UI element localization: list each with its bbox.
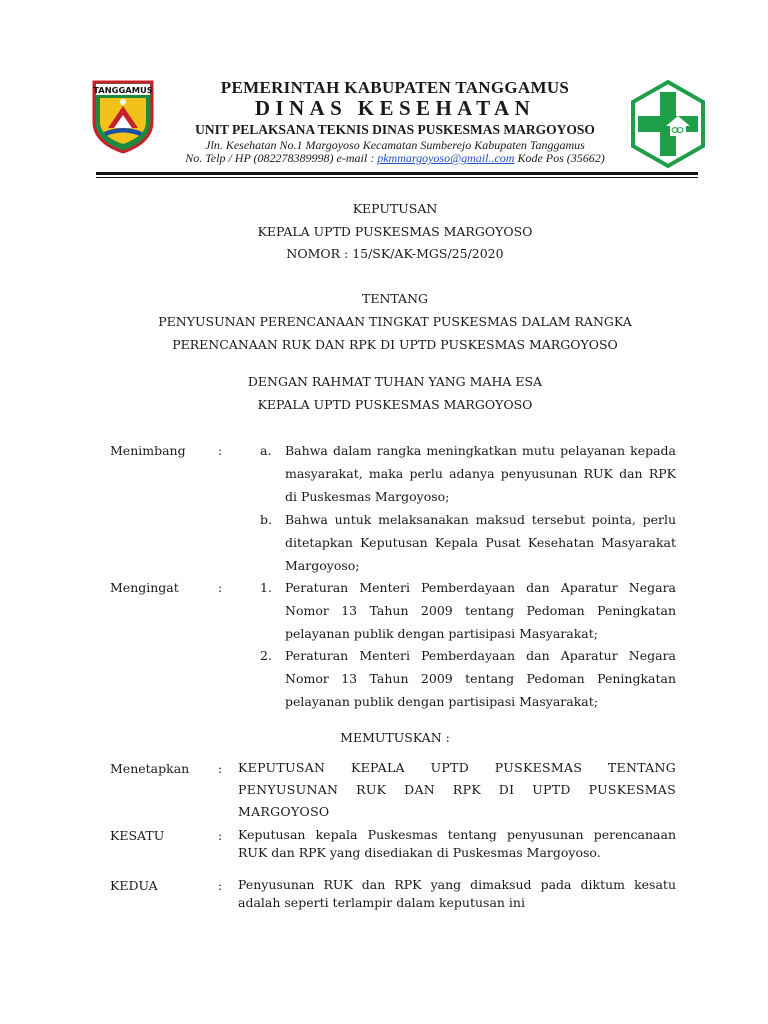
kedua-text: Penyusunan RUK dan RPK yang dimaksud pada diktum kesatu adalah seperti terlampir dalam keputusan ini — [238, 877, 676, 910]
tanggamus-regency-emblem-icon — [90, 78, 156, 154]
doc-type: KEPUTUSAN — [352, 201, 438, 216]
emblem-banner-text: TANGGAMUS — [93, 85, 153, 95]
kedua-label: KEDUA — [110, 878, 158, 893]
puskesmas-logo-icon — [628, 78, 708, 170]
letterhead-government: PEMERINTAH KABUPATEN TANGGAMUS — [220, 78, 570, 97]
menetapkan-text: KEPUTUSAN KEPALA UPTD PUSKESMAS TENTANG PENYUSUNAN RUK DAN RPK DI UPTD PUSKESMAS MARGOYOSO — [238, 760, 676, 819]
contact-email-link[interactable]: pkmmargoyoso@gmail..com — [377, 151, 515, 165]
doc-subject-line2: PERENCANAAN RUK DAN RPK DI UPTD PUSKESMAS MARGOYOSO — [172, 337, 618, 352]
doc-subject-line1: PENYUSUNAN PERENCANAAN TINGKAT PUSKESMAS DALAM RANGKA — [158, 314, 632, 329]
letterhead-address: Jln. Kesehatan No.1 Margoyoso Kecamatan Sumberejo Kabupaten Tanggamus — [205, 138, 585, 152]
letterhead-unit: UNIT PELAKSANA TEKNIS DINAS PUSKESMAS MARGOYOSO — [195, 122, 595, 137]
contact-phone: No. Telp / HP (082278389998) e-mail : — [185, 151, 378, 165]
mengingat-label: Mengingat — [110, 580, 179, 595]
doc-issuer: KEPALA UPTD PUSKESMAS MARGOYOSO — [257, 224, 533, 239]
doc-blessing: DENGAN RAHMAT TUHAN YANG MAHA ESA — [247, 374, 543, 389]
menimbang-item-b: Bahwa untuk melaksanakan maksud tersebut pointa, perlu ditetapkan Keputusan Kepala Pusat Kesehatan Masyarakat Margoyoso; — [285, 512, 676, 573]
letterhead-rule-thin — [96, 177, 698, 178]
mengingat-marker-2: 2. — [260, 648, 272, 663]
mengingat-colon: : — [218, 580, 223, 595]
menimbang-marker-b: b. — [260, 512, 272, 527]
doc-number: NOMOR : 15/SK/AK-MGS/25/2020 — [286, 246, 504, 261]
menimbang-label: Menimbang — [110, 443, 186, 458]
letterhead-rule-thick — [96, 172, 698, 175]
menetapkan-colon: : — [218, 761, 223, 776]
kesatu-label: KESATU — [110, 828, 165, 843]
menimbang-colon: : — [218, 443, 223, 458]
memutuskan-heading: MEMUTUSKAN : — [340, 730, 450, 745]
letterhead-department: DINAS KESEHATAN — [254, 96, 536, 120]
mengingat-item-1: Peraturan Menteri Pemberdayaan dan Aparatur Negara Nomor 13 Tahun 2009 tentang Pedoman Peningkatan pelayanan publik dengan partisipasi Masyarakat; — [285, 580, 676, 641]
menimbang-marker-a: a. — [260, 443, 272, 458]
letterhead-contact — [150, 151, 640, 166]
menimbang-item-a: Bahwa dalam rangka meningkatkan mutu pelayanan kepada masyarakat, maka perlu adanya penyusunan RUK dan RPK di Puskesmas Margoyoso; — [285, 443, 676, 504]
contact-postal: Kode Pos (35662) — [514, 151, 605, 165]
kedua-colon: : — [218, 878, 223, 893]
doc-issuer-repeat: KEPALA UPTD PUSKESMAS MARGOYOSO — [257, 397, 533, 412]
menetapkan-label: Menetapkan — [110, 761, 190, 776]
doc-tentang: TENTANG — [361, 291, 428, 306]
kesatu-text: Keputusan kepala Puskesmas tentang penyusunan perencanaan RUK dan RPK yang disediakan di Puskesmas Margoyoso. — [238, 827, 676, 860]
kesatu-colon: : — [218, 828, 223, 843]
mengingat-marker-1: 1. — [260, 580, 272, 595]
mengingat-item-2: Peraturan Menteri Pemberdayaan dan Aparatur Negara Nomor 13 Tahun 2009 tentang Pedoman Peningkatan pelayanan publik dengan partisipasi Masyarakat; — [285, 648, 676, 709]
